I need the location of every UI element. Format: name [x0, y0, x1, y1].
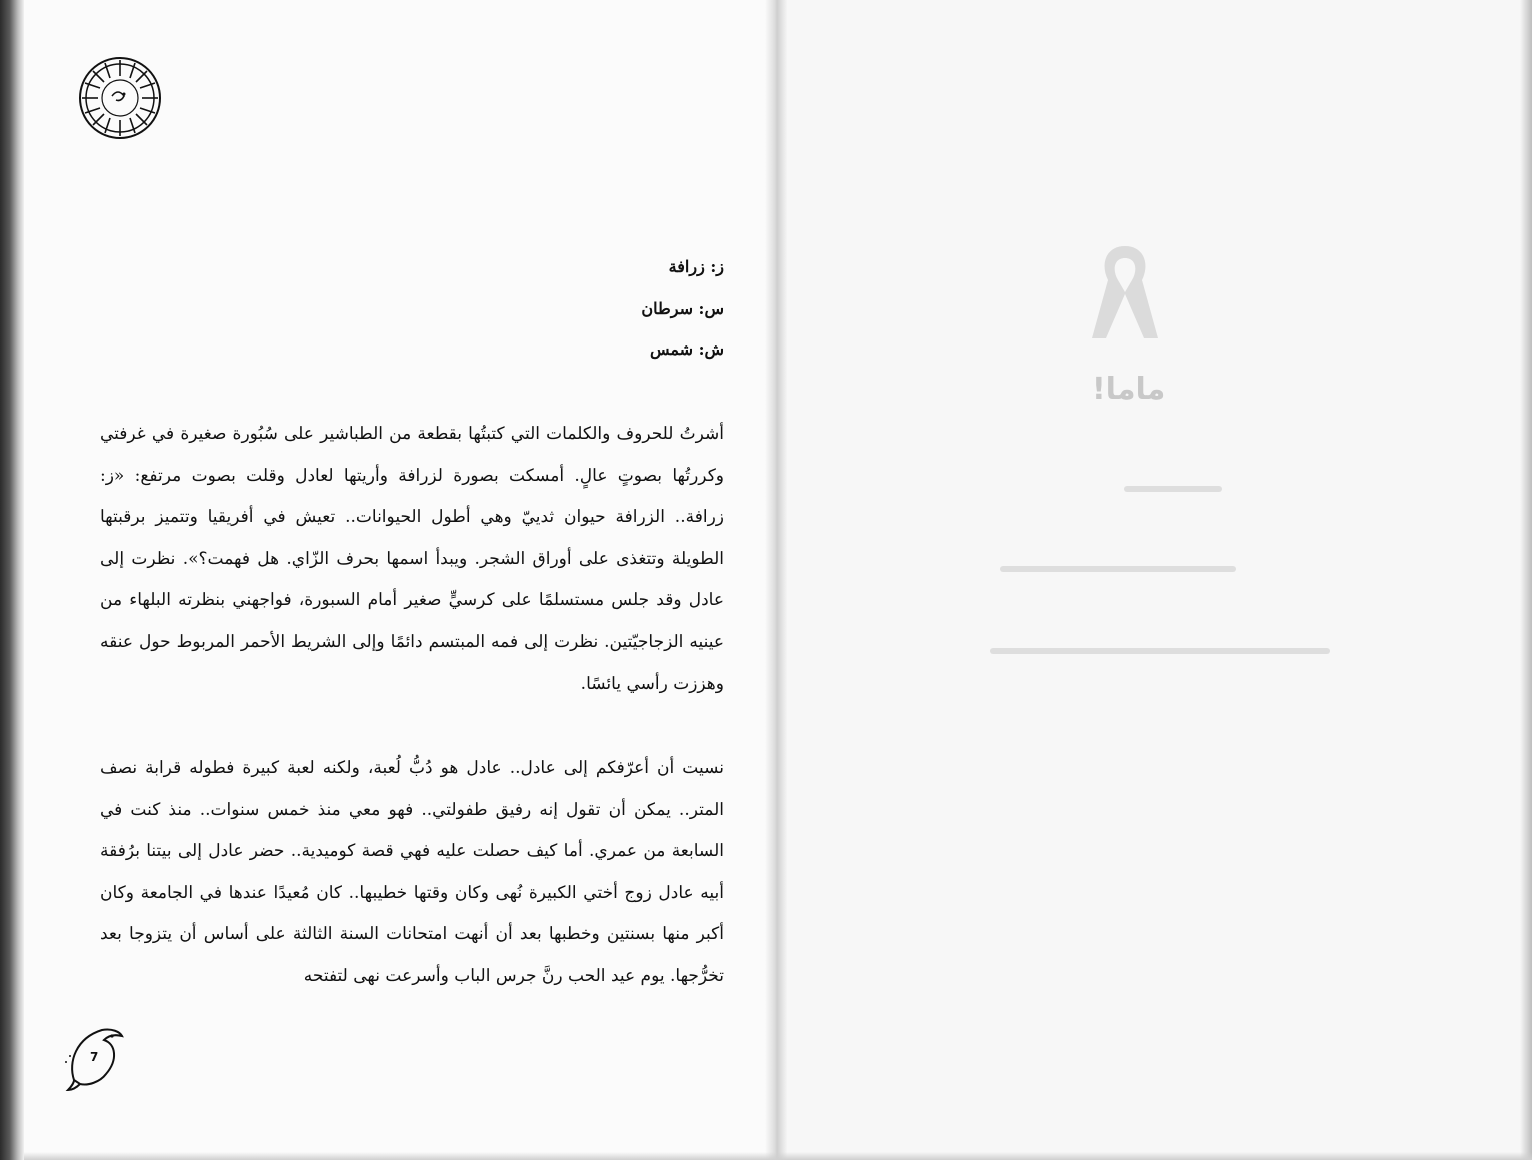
glossary-item: ش: شمس — [649, 340, 724, 360]
page-bottom-shadow — [24, 1152, 1532, 1160]
faded-line — [1124, 486, 1222, 492]
ribbon-icon — [1086, 240, 1164, 344]
page-number: 7 — [90, 1050, 99, 1064]
sun-ornament-icon — [78, 56, 162, 140]
glossary-item: س: سرطان — [641, 298, 724, 318]
binding-edge — [0, 0, 24, 1160]
glossary — [100, 246, 724, 371]
page-number-ornament — [62, 1022, 126, 1092]
book-gutter — [765, 0, 787, 1160]
right-page — [787, 0, 1532, 1160]
page-edge — [1520, 0, 1532, 1160]
faded-line — [1000, 566, 1236, 572]
paragraph: نسيت أن أعرّفكم إلى عادل.. عادل هو دُبُّ لُعبة، ولكنه لعبة كبيرة فطوله قرابة نصف المتر.. يمكن أن تقول إنه رفيق طفولتي.. فهو معي منذ خمس سنوات.. منذ كنت في السابعة من عمري. أما كيف حصلت عليه فهي قصة كوميدية.. حضر عادل إلى بيتنا برُفقة أبيه عادل زوج أختي الكبيرة نُهى وكان وقتها خطيبها.. كان مُعيدًا عندها في الجامعة وكان أكبر منها بسنتين وخطبها بعد أن أنهت امتحانات السنة الثالثة على أساس أن يتزوجا بعد تخرُّجها. يوم عيد الحب رنَّ جرس الباب وأسرعت نهى لتفتحه — [100, 758, 724, 986]
glossary-item: ز: زرافة — [668, 257, 724, 276]
right-page-title: ماما! — [1092, 372, 1166, 407]
paragraph: أشرتُ للحروف والكلمات التي كتبتُها بقطعة من الطباشير على سُبُورة صغيرة في غرفتي وكررتُها بصوتٍ عالٍ. أمسكت بصورة لزرافة وأريتها لعادل وقلت بصوت مرتفع: «ز: زرافة.. الزرافة حيوان ثدييّ وهي أطول الحيوانات.. تعيش في أفريقيا وتتميز برقبتها الطويلة وتتغذى على أوراق الشجر. ويبدأ اسمها بحرف الزّاي. هل فهمت؟». نظرت إلى عادل وقد جلس مستسلمًا على كرسيٍّ صغير أمام السبورة، فواجهني بنظرته البلهاء من عينيه الزجاجيّتين. نظرت إلى فمه المبتسم دائمًا وإلى الشريط الأحمر المربوط حول عنقه وهززت رأسي يائسًا. — [100, 424, 724, 694]
faded-line — [990, 648, 1330, 654]
